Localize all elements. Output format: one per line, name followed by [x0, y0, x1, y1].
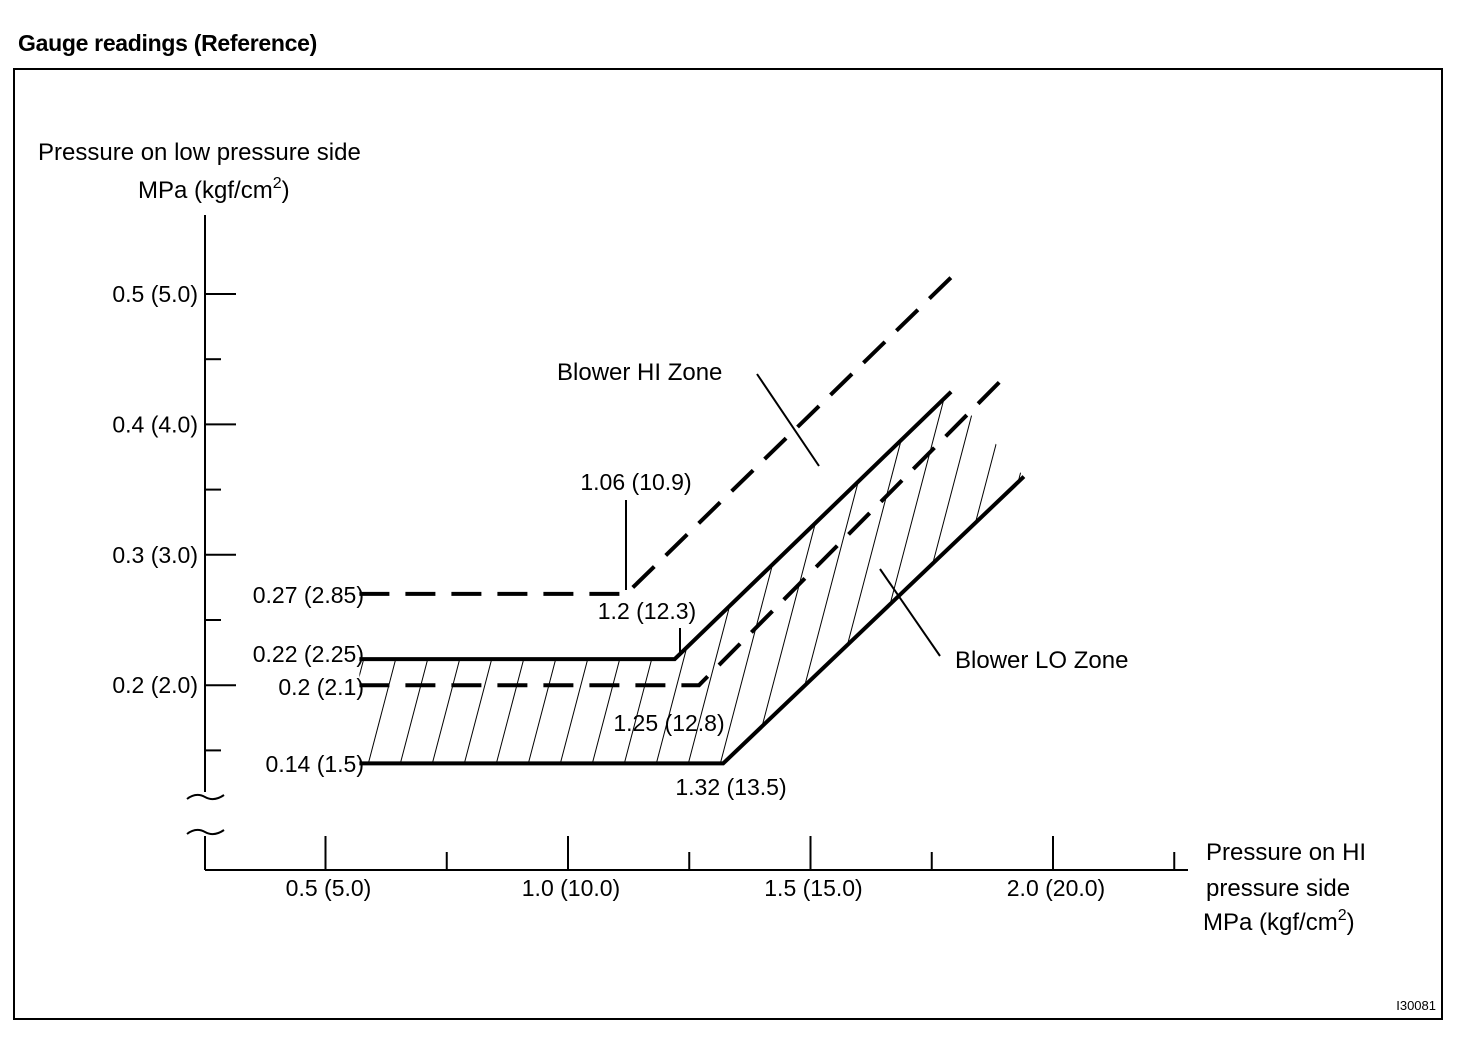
labels [38, 139, 1366, 936]
label-dashed-low-y: 0.2 (2.1) [278, 674, 364, 700]
label-dashed-high-y: 0.27 (2.85) [252, 582, 364, 608]
label-solid-low-bend: 1.32 (13.5) [675, 774, 787, 800]
x-axis-unit: MPa $(kgf/cm^2)$ [1203, 907, 1355, 936]
hatch-line [364, 330, 482, 780]
x-tick-label: 0.5 (5.0) [285, 875, 372, 901]
hatch-line [972, 330, 1090, 780]
label-dashed-high-bend: 1.06 (10.9) [580, 469, 692, 495]
label-solid-low-y: 0.14 (1.5) [265, 751, 364, 777]
blower-hi-zone-label: Blower HI Zone [557, 359, 723, 386]
leader-blower-hi-zone [757, 374, 819, 466]
x-axis-title: Pressure on HI [1206, 839, 1367, 866]
hatch-line [940, 330, 1058, 780]
series-line-3-dashed [359, 372, 1009, 685]
hatch-line [1100, 330, 1218, 780]
page-title: Gauge readings (Reference) [18, 30, 317, 56]
y-tick-label: 0.5 (5.0) [112, 281, 198, 307]
axis-break-mark-lower [187, 830, 224, 834]
y-axis-unit: MPa $(kgf/cm^2)$ [138, 175, 290, 204]
blower-lo-zone-label: Blower LO Zone [955, 647, 1129, 674]
leader-blower-lo-zone [880, 569, 940, 656]
hatch-line [396, 330, 514, 780]
hatch-line [748, 330, 866, 780]
y-tick-label: 0.2 (2.0) [112, 672, 198, 699]
hatch-line [876, 330, 994, 780]
y-tick-label: 0.3 (3.0) [112, 541, 198, 568]
hatch-line [908, 330, 1026, 780]
label-solid-high-bend: 1.2 (12.3) [597, 598, 697, 624]
y-tick-label: 0.4 (4.0) [112, 411, 198, 438]
hatch-line [428, 330, 546, 780]
hatch-line [332, 330, 450, 780]
hatch-line [300, 330, 418, 780]
label-solid-high-y: 0.22 (2.25) [252, 641, 364, 667]
x-tick-label: 1.0 (10.0) [521, 875, 621, 901]
x-tick-label: 2.0 (20.0) [1006, 875, 1106, 901]
y-axis-title: Pressure on low pressure side [38, 139, 361, 166]
blower-lo-zone-hatch [300, 330, 1218, 780]
label-dashed-low-bend: 1.25 (12.8) [613, 710, 725, 736]
x-axis-title-line2: pressure side [1206, 875, 1351, 902]
x-tick-label: 1.5 (15.0) [764, 875, 863, 901]
axis-break-mark-upper [187, 795, 224, 799]
hatch-line [780, 330, 898, 780]
hatch-line [1004, 330, 1122, 780]
hatch-line [460, 330, 578, 780]
hatch-line [1068, 330, 1186, 780]
series-lines [359, 268, 1024, 764]
figure-id: I30081 [1396, 998, 1436, 1013]
series-line-1-dashed [359, 268, 961, 594]
hatch-line [1036, 330, 1154, 780]
hatch-line [492, 330, 610, 780]
